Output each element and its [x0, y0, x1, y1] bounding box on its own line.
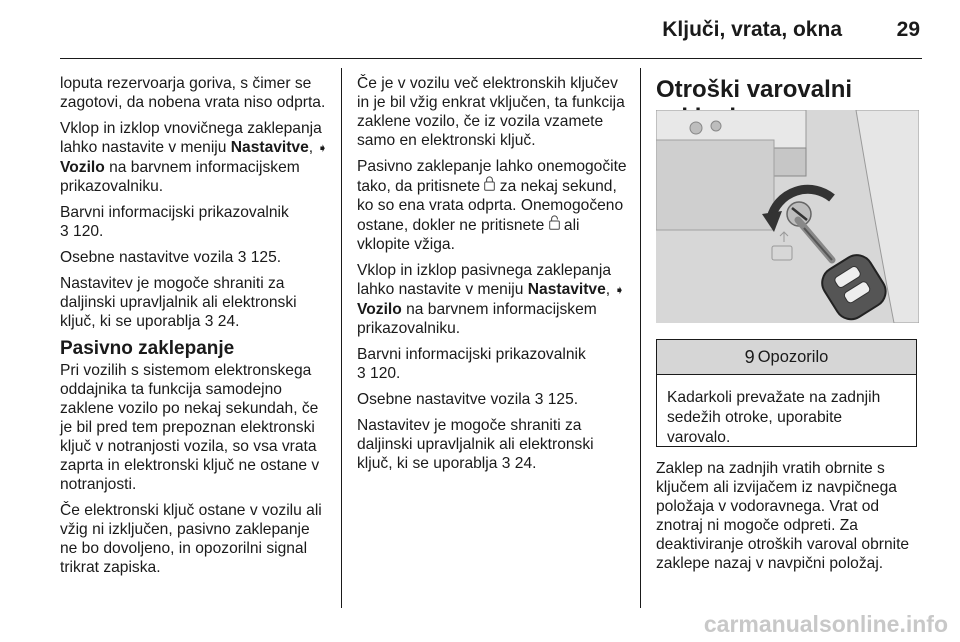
- paragraph: [60, 119, 330, 196]
- column-2: [357, 74, 629, 480]
- column-3-text: [656, 459, 922, 573]
- text: na barvnem informacijskem prikazovalniku.: [60, 159, 300, 195]
- text: Nastavitev je mogoče shraniti za daljinski upravljalnik ali elektronski ključ, ki se uporablja: [357, 417, 594, 472]
- text: ,: [605, 281, 615, 298]
- page-number: 29: [896, 18, 920, 41]
- text: na barvnem informacijskem prikazovalniku.: [357, 301, 597, 337]
- arrow-icon: ➧: [614, 283, 625, 297]
- page-ref-icon: 3: [237, 249, 247, 266]
- text: ali vklopite vžiga.: [357, 217, 580, 253]
- text: Barvni informacijski prikazovalnik: [357, 346, 586, 363]
- text: Osebne nastavitve vozila: [357, 391, 535, 408]
- paragraph: [357, 390, 629, 409]
- page-ref-icon: 3: [60, 223, 69, 240]
- paragraph: [60, 274, 330, 331]
- header-rule: [60, 58, 922, 59]
- page-header: [0, 0, 960, 58]
- text: Vklop in izklop pasivnega zaklepanja lahko nastavite v meniju: [357, 262, 611, 298]
- text: Barvni informacijski prikazovalnik: [60, 204, 289, 221]
- paragraph: [357, 345, 629, 383]
- text: Vklop in izklop vnovičnega zaklepanja lahko nastavite v meniju: [60, 120, 322, 156]
- page-ref-icon: 3: [534, 391, 544, 408]
- paragraph: [60, 203, 330, 241]
- warning-box: [656, 339, 917, 447]
- paragraph: Če elektronski ključ ostane v vozilu ali vžig ni izključen, pasivno zaklepanje ne bo dovoljeno, in opozorilni signal trikrat zapiska.: [60, 502, 322, 576]
- menu-name: Nastavitve: [527, 281, 606, 298]
- warning-text: Kadarkoli prevažate na zadnjih sedežih otroke, uporabite varovalo.: [667, 389, 881, 446]
- section-title: Pasivno zaklepanje: [60, 338, 235, 359]
- warning-icon: 9: [744, 346, 755, 367]
- text: Pasivno zaklepanje lahko onemogočite tako, da pritisnete: [357, 158, 627, 195]
- page-ref-icon: 3: [357, 365, 366, 382]
- page-ref: 24.: [213, 313, 240, 330]
- arrow-icon: ➧: [317, 141, 328, 155]
- page-ref: 120.: [365, 365, 401, 382]
- warning-header: [657, 340, 916, 375]
- text: ,: [308, 139, 318, 156]
- column-1: [60, 74, 330, 584]
- paragraph: Če je v vozilu več elektronskih ključev in je bil vžig enkrat vključen, ta funkcija zaklene vozilo, če iz vozila vzamete samo en elektronski ključ.: [357, 75, 625, 149]
- column-divider-2: [640, 68, 641, 608]
- menu-name: Nastavitve: [230, 139, 309, 156]
- unlock-button-icon: [549, 217, 560, 234]
- section-title-child-locks: Otroški varovalni: [656, 76, 853, 103]
- text: za nekaj sekund, ko so ena vrata odprta. Onemogočeno ostane, dokler ne pritisnete: [357, 178, 624, 234]
- paragraph: Pri vozilih s sistemom elektronskega oddajnika ta funkcija samodejno zaklene vozilo po nekaj sekundah, če je bil pred tem prepoznan elektronski ključ v notranjosti vozila, so vsa vrata zaprta in elektronski ključ ne ostane v notranjosti.: [60, 362, 320, 493]
- watermark: carmanualsonline.info: [703, 611, 948, 637]
- paragraph: [60, 248, 330, 267]
- door-key-drawing: [656, 110, 919, 323]
- paragraph: Zaklep na zadnjih vratih obrnite s ključem ali izvijačem iz navpičnega položaja v vodoravnega. Vrat od znotraj ni mogoče odpreti. Za deaktiviranje otroških varoval obrnite zaklepe nazaj v navpični položaj.: [656, 460, 910, 572]
- paragraph: loputa rezervoarja goriva, s čimer se zagotovi, da nobena vrata niso odprta.: [60, 75, 326, 111]
- text: Nastavitev je mogoče shraniti za daljinski upravljalnik ali elektronski ključ, ki se uporablja: [60, 275, 297, 330]
- menu-name: Vozilo: [357, 301, 402, 318]
- paragraph: [357, 157, 629, 254]
- page-ref-icon: 3: [204, 313, 214, 330]
- paragraph: [357, 261, 629, 338]
- text: Osebne nastavitve vozila: [60, 249, 238, 266]
- page-ref: 120.: [68, 223, 104, 240]
- menu-name: Vozilo: [60, 159, 105, 176]
- paragraph: [357, 416, 629, 473]
- lock-button-icon: [484, 178, 495, 195]
- warning-title: Opozorilo: [757, 347, 829, 366]
- page-ref-icon: 3: [501, 455, 511, 472]
- column-divider-1: [341, 68, 342, 608]
- child-lock-illustration: [656, 110, 919, 323]
- page-ref: 24.: [510, 455, 537, 472]
- page-ref: 125.: [543, 391, 579, 408]
- header-title: Ključi, vrata, okna: [662, 18, 842, 41]
- page-ref: 125.: [246, 249, 282, 266]
